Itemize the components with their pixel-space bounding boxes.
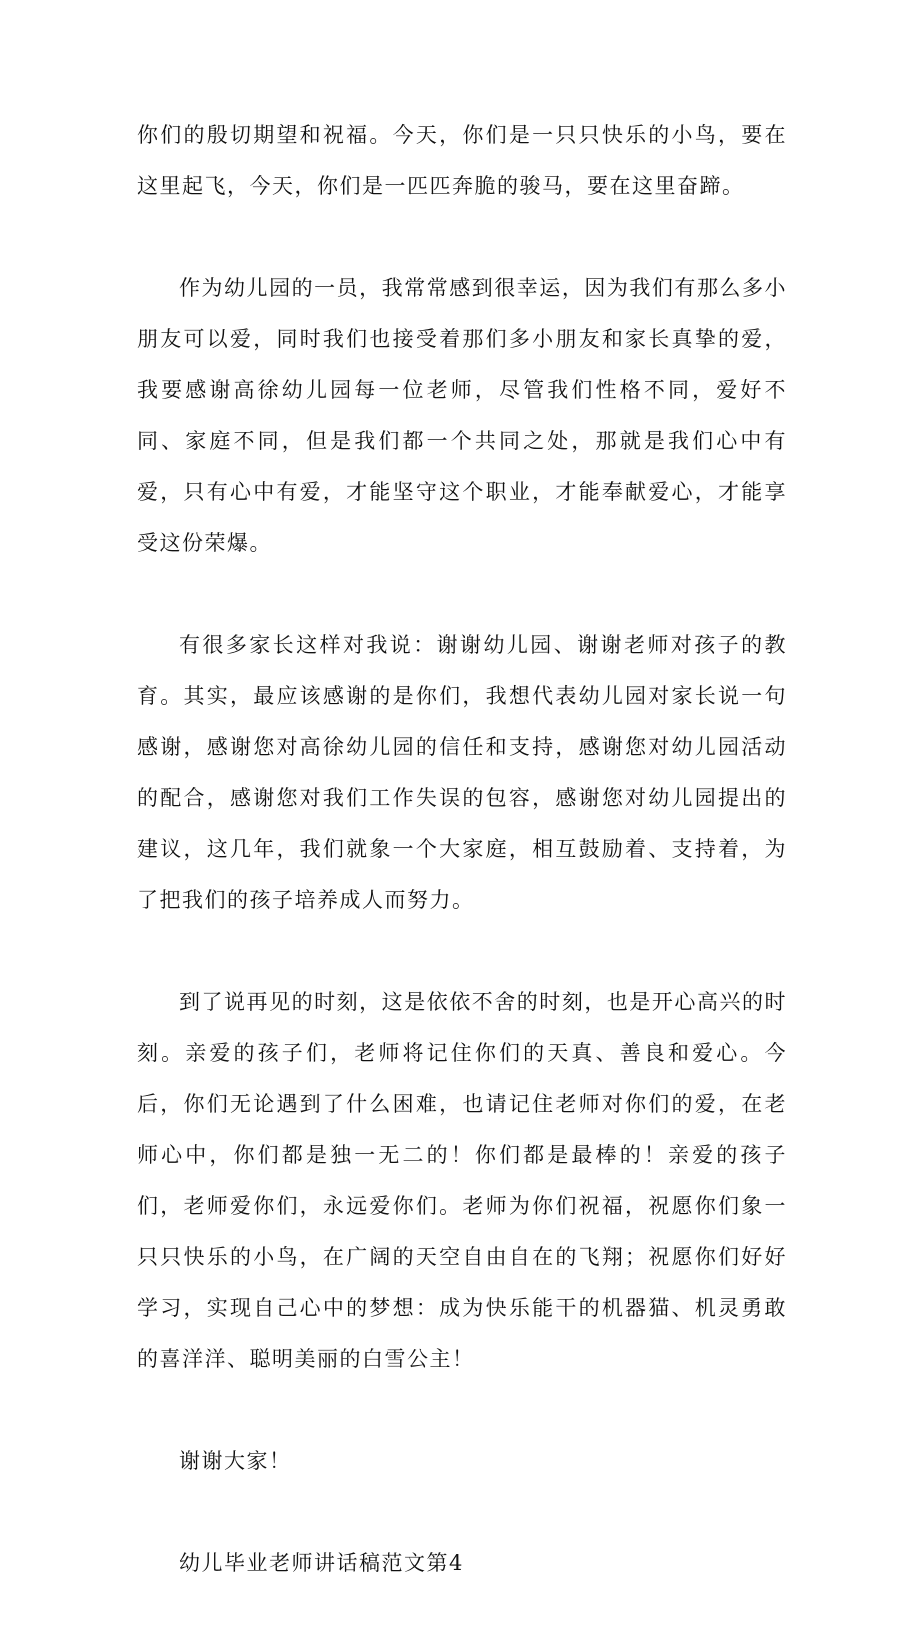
paragraph-1: 你们的殷切期望和祝福。今天，你们是一只只快乐的小鸟，要在这里起飞，今天，你们是一匹匹奔脆的骏马，要在这里奋蹄。 [137, 123, 787, 198]
section-heading: 幼儿毕业老师讲话稿范文第4 [179, 1551, 464, 1575]
closing-thanks: 谢谢大家！ [179, 1449, 292, 1473]
document-body [137, 110, 787, 1640]
paragraph-4: 到了说再见的时刻，这是依依不舍的时刻，也是开心高兴的时刻。亲爱的孩子们，老师将记住你们的天真、善良和爱心。今后，你们无论遇到了什么困难，也请记住老师对你们的爱，在老师心中，你们都是独一无二的！你们都是最棒的！亲爱的孩子们，老师爱你们，永远爱你们。老师为你们祝福，祝愿你们象一只只快乐的小鸟，在广阔的天空自由自在的飞翔；祝愿你们好好学习，实现自己心中的梦想：成为快乐能干的机器猫、机灵勇敢的喜洋洋、聪明美丽的白雪公主！ [137, 990, 787, 1371]
paragraph-3: 有很多家长这样对我说：谢谢幼儿园、谢谢老师对孩子的教育。其实，最应该感谢的是你们，我想代表幼儿园对家长说一句感谢，感谢您对高徐幼儿园的信任和支持，感谢您对幼儿园活动的配合，感谢您对我们工作失误的包容，感谢您对幼儿园提出的建议，这几年，我们就象一个大家庭，相互鼓励着、支持着，为了把我们的孩子培养成人而努力。 [137, 633, 787, 912]
paragraph-2: 作为幼儿园的一员，我常常感到很幸运，因为我们有那么多小朋友可以爱，同时我们也接受着那们多小朋友和家长真挚的爱，我要感谢高徐幼儿园每一位老师，尽管我们性格不同，爱好不同、家庭不同，但是我们都一个共同之处，那就是我们心中有爱，只有心中有爱，才能坚守这个职业，才能奉献爱心，才能享受这份荣爆。 [137, 276, 787, 555]
